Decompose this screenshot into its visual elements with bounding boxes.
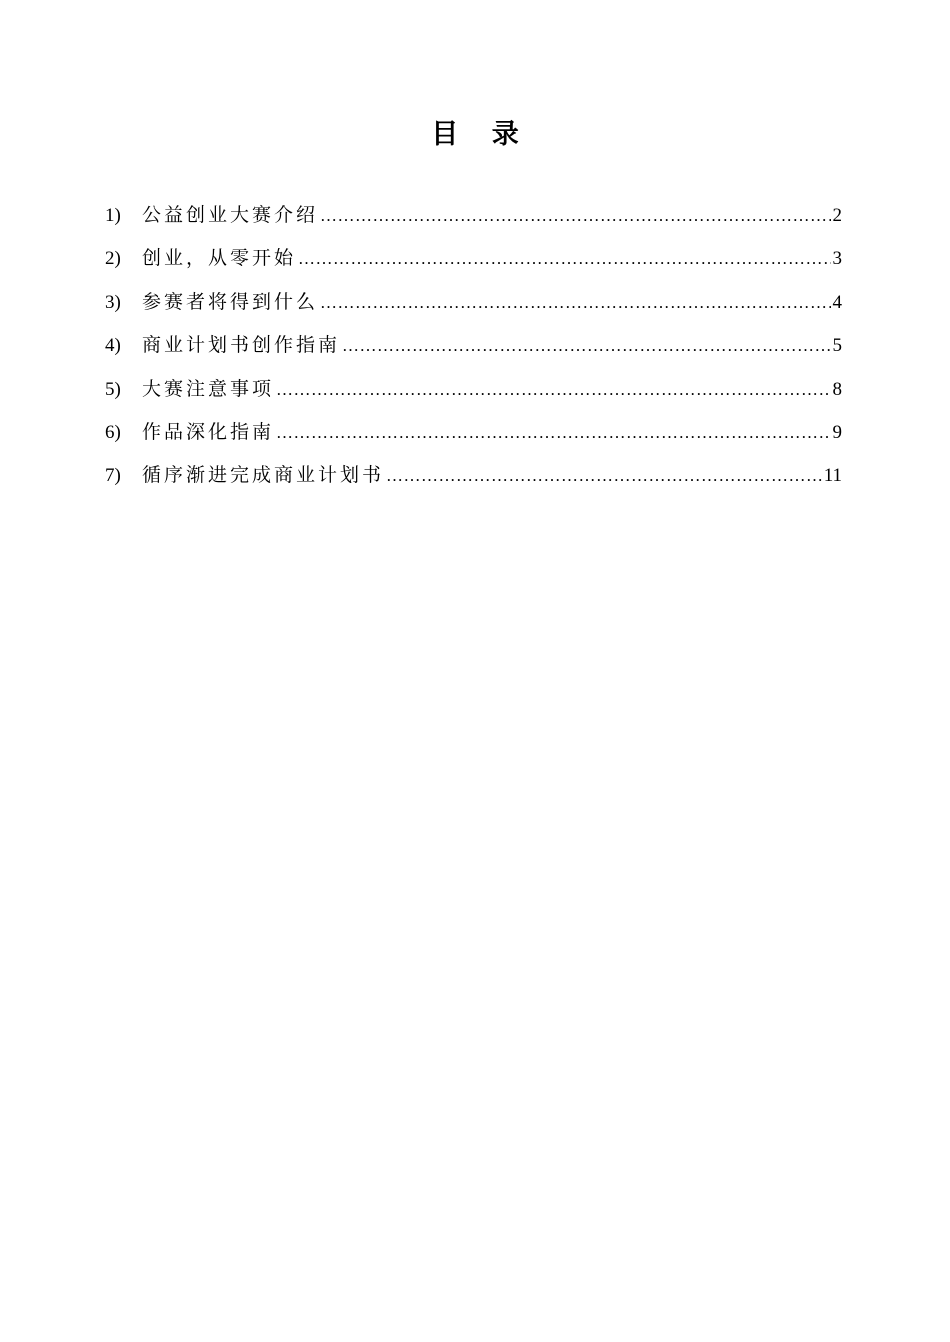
toc-dot-leader — [342, 324, 830, 367]
toc-entry[interactable] — [105, 411, 842, 454]
toc-entry-number: 5) — [105, 378, 121, 400]
toc-dot-leader — [320, 281, 830, 324]
toc-entry-page: 5 — [832, 335, 842, 357]
table-of-contents — [105, 194, 842, 498]
toc-title: 目 录 — [431, 119, 531, 150]
toc-entry-number: 7) — [105, 465, 121, 487]
toc-entry[interactable] — [105, 281, 842, 324]
toc-entry-title: 参赛者将得到什么 — [142, 290, 319, 313]
toc-entry-title: 商业计划书创作指南 — [142, 334, 341, 357]
toc-entry-number: 2) — [105, 248, 121, 270]
toc-dot-leader — [386, 454, 822, 497]
toc-entry[interactable] — [105, 368, 842, 411]
toc-dot-leader — [276, 368, 830, 411]
toc-entry-number: 6) — [105, 421, 121, 443]
toc-entry-number: 3) — [105, 291, 121, 313]
toc-entry-title: 创业，从零开始 — [142, 247, 297, 270]
toc-entry[interactable] — [105, 194, 842, 237]
toc-entry-page: 9 — [832, 421, 842, 443]
toc-entry-page: 3 — [832, 248, 842, 270]
toc-entry-page: 8 — [832, 378, 842, 400]
toc-entry-page: 11 — [823, 465, 842, 487]
toc-entry-title: 大赛注意事项 — [142, 377, 275, 400]
toc-entry-page: 2 — [832, 205, 842, 226]
toc-dot-leader — [320, 194, 830, 237]
toc-entry-page: 4 — [832, 291, 842, 313]
toc-dot-leader — [276, 411, 830, 454]
toc-entry[interactable] — [105, 237, 842, 280]
toc-entry-title: 公益创业大赛介绍 — [142, 204, 319, 226]
toc-entry[interactable] — [105, 454, 842, 497]
toc-dot-leader — [298, 237, 830, 280]
toc-entry-title: 循序渐进完成商业计划书 — [142, 464, 385, 487]
toc-entry[interactable] — [105, 324, 842, 367]
toc-entry-number: 1) — [105, 205, 121, 226]
toc-entry-title: 作品深化指南 — [142, 420, 275, 443]
toc-entry-number: 4) — [105, 335, 121, 357]
